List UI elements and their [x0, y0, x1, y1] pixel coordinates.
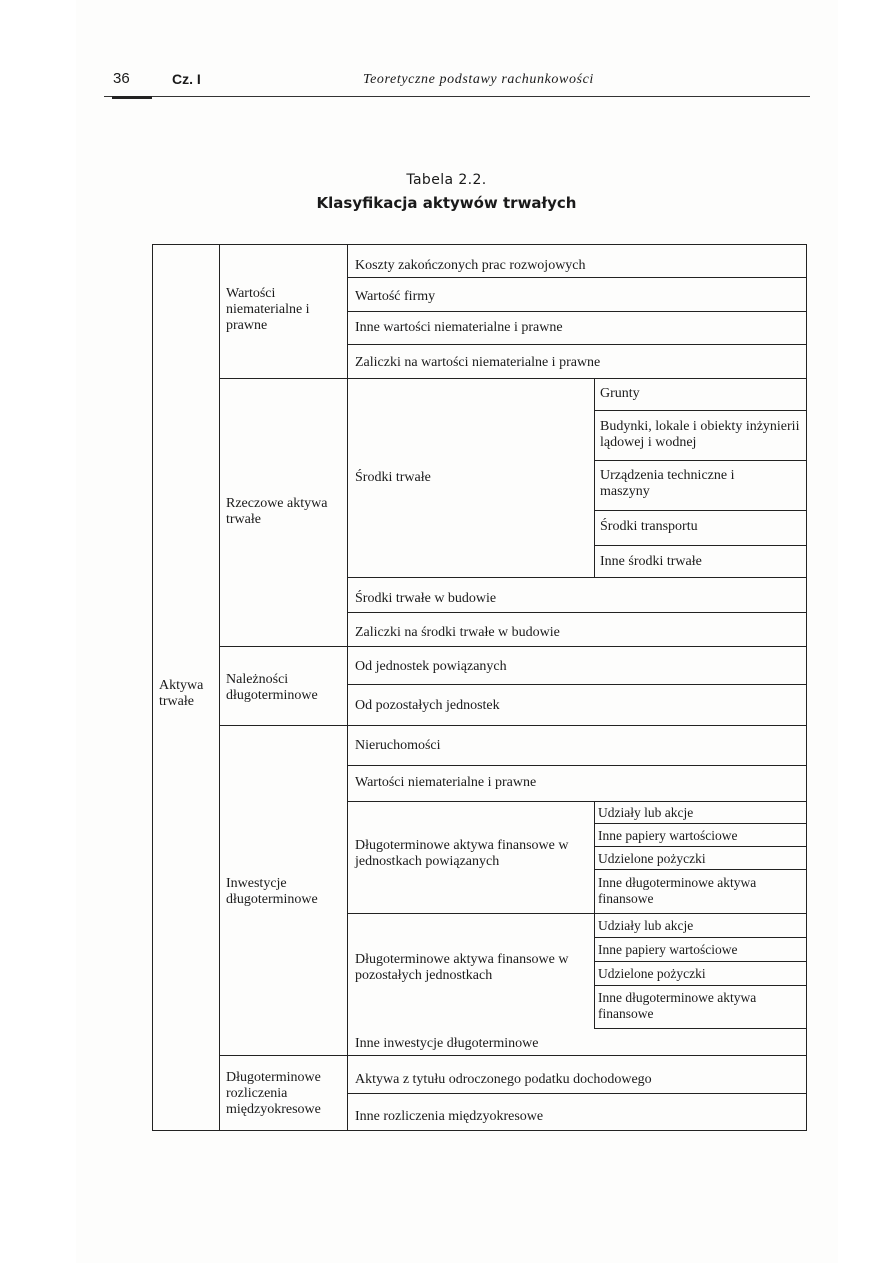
row-divider: [347, 765, 807, 766]
table-cell: Grunty: [600, 386, 640, 401]
row-divider: [594, 545, 807, 546]
table-border-left: [152, 244, 153, 1131]
table-cell: Inne rozliczenia międzyokresowe: [355, 1109, 544, 1124]
page-number: 36: [113, 70, 130, 87]
table-cell: Koszty zakończonych prac rozwojowych: [355, 258, 586, 273]
root-category: Aktywa trwałe: [159, 678, 204, 709]
table-cell: Udzielone pożyczki: [598, 851, 706, 866]
table-cell: Urządzenia techniczne i maszyny: [600, 468, 735, 499]
table-cell: Środki trwałe: [355, 470, 431, 485]
row-divider: [347, 801, 807, 802]
row-divider: [347, 344, 807, 345]
row-divider: [347, 277, 807, 278]
row-divider: [594, 846, 807, 847]
table-border-bottom: [152, 1130, 807, 1131]
row-divider: [347, 612, 807, 613]
row-divider: [347, 577, 807, 578]
table-cell: Aktywa z tytułu odroczonego podatku dochodowego: [355, 1072, 652, 1087]
row-divider: [594, 460, 807, 461]
row-divider: [219, 646, 807, 647]
row-divider: [219, 378, 807, 379]
table-cell: Długoterminowe aktywa finansowe w jednostkach powiązanych: [355, 838, 569, 869]
table-cell: Nieruchomości: [355, 738, 441, 753]
row-divider: [347, 684, 807, 685]
column-divider: [594, 913, 595, 1028]
part-label: Cz. I: [172, 71, 201, 87]
category-label: Wartości niematerialne i prawne: [226, 286, 310, 333]
row-divider: [594, 410, 807, 411]
table-cell: Inne środki trwałe: [600, 554, 702, 569]
table-cell: Środki trwałe w budowie: [355, 591, 497, 606]
table-cell: Od pozostałych jednostek: [355, 698, 500, 713]
row-divider: [347, 1093, 807, 1094]
table-cell: Zaliczki na wartości niematerialne i prawne: [355, 355, 601, 370]
row-divider: [347, 311, 807, 312]
row-divider: [594, 510, 807, 511]
table-cell: Inne długoterminowe aktywa finansowe: [598, 875, 757, 906]
table-cell: Od jednostek powiązanych: [355, 659, 507, 674]
table-cell: Zaliczki na środki trwałe w budowie: [355, 625, 560, 640]
row-divider: [594, 985, 807, 986]
table-cell: Inne papiery wartościowe: [598, 942, 738, 957]
column-divider: [594, 378, 595, 577]
row-divider: [219, 725, 807, 726]
table-cell: Długoterminowe aktywa finansowe w pozostałych jednostkach: [355, 952, 569, 983]
table-cell: Inne inwestycje długoterminowe: [355, 1036, 539, 1051]
column-divider: [594, 801, 595, 913]
row-divider: [594, 869, 807, 870]
category-label: Rzeczowe aktywa trwałe: [226, 496, 328, 527]
table-caption-label: Tabela 2.2.: [406, 172, 487, 188]
row-divider: [594, 961, 807, 962]
category-label: Długoterminowe rozliczenia międzyokresowe: [226, 1070, 321, 1117]
table-cell: Inne papiery wartościowe: [598, 828, 738, 843]
table-cell: Inne długoterminowe aktywa finansowe: [598, 990, 757, 1021]
running-title: Teoretyczne podstawy rachunkowości: [363, 72, 594, 87]
row-divider: [594, 823, 807, 824]
row-divider: [219, 1055, 807, 1056]
table-cell: Udzielone pożyczki: [598, 966, 706, 981]
table-caption-title: Klasyfikacja aktywów trwałych: [316, 194, 577, 212]
row-divider: [347, 913, 807, 914]
table-cell: Wartości niematerialne i prawne: [355, 775, 537, 790]
category-label: Należności długoterminowe: [226, 672, 318, 703]
category-label: Inwestycje długoterminowe: [226, 876, 318, 907]
table-cell: Udziały lub akcje: [598, 918, 694, 933]
table-cell: Inne wartości niematerialne i prawne: [355, 320, 563, 335]
table-cell: Budynki, lokale i obiekty inżynierii lądowej i wodnej: [600, 419, 800, 450]
table-cell: Udziały lub akcje: [598, 805, 694, 820]
row-divider: [594, 1028, 807, 1029]
table-border-top: [152, 244, 807, 245]
table-cell: Środki transportu: [600, 519, 698, 534]
table-cell: Wartość firmy: [355, 289, 436, 304]
row-divider: [594, 937, 807, 938]
